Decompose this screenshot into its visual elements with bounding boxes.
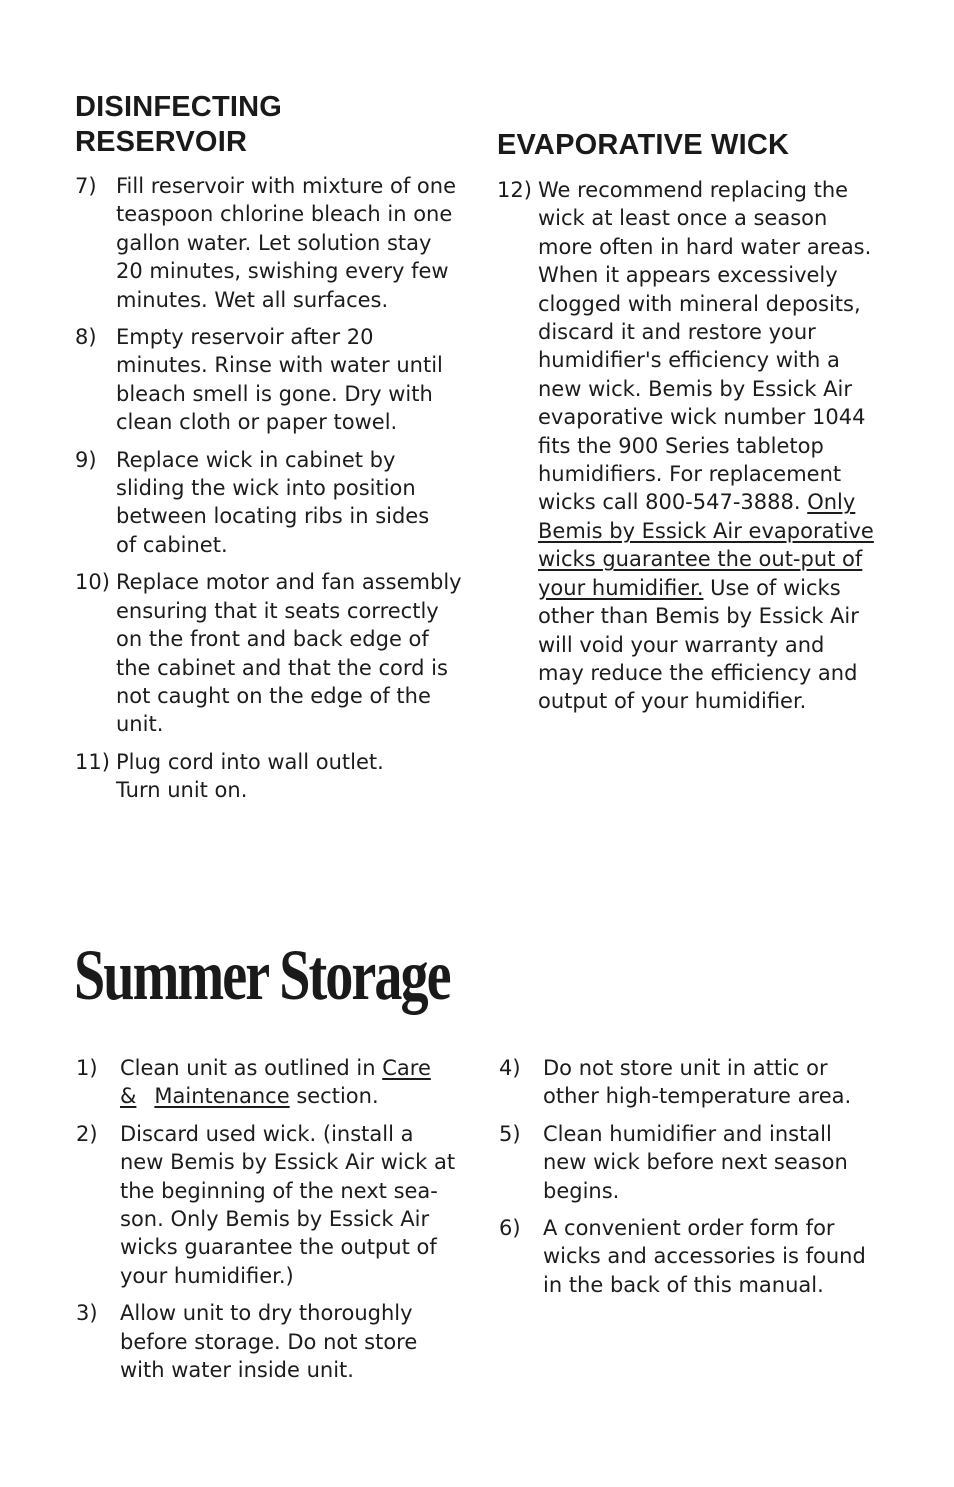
wick-line: more often in hard water areas. <box>538 234 872 259</box>
wick-line: evaporative wick number 1044 <box>538 405 866 430</box>
step-line: unit. <box>116 712 164 737</box>
wick-underlined-text: wicks guarantee the out-put of <box>538 547 863 572</box>
step-line: bleach smell is gone. Dry with <box>116 381 433 406</box>
step-text <box>75 568 475 738</box>
step-line: A convenient order form for <box>543 1216 835 1241</box>
summer-step-1-tail: section. <box>289 1084 379 1109</box>
wick-line: discard it and restore your <box>538 320 816 345</box>
wick-line: humidifiers. For replacement <box>538 462 842 487</box>
wick-heading: EVAPORATIVE WICK <box>497 129 790 161</box>
step-line: Allow unit to dry thoroughly <box>120 1301 413 1326</box>
list-item <box>75 172 475 314</box>
wick-line: When it appears excessively <box>538 263 838 288</box>
wick-line: may reduce the efficiency and <box>538 660 858 685</box>
step-text <box>75 323 475 437</box>
list-item <box>75 568 475 738</box>
step-number: 6) <box>499 1216 521 1241</box>
wick-line: other than Bemis by Essick Air <box>538 604 859 629</box>
wick-line: clogged with mineral deposits, <box>538 291 861 316</box>
list-item <box>76 1120 476 1290</box>
step-line: in the back of this manual. <box>543 1272 824 1297</box>
list-item <box>499 1214 899 1299</box>
list-item <box>75 446 475 560</box>
summer-steps-left <box>76 1054 476 1384</box>
step-text <box>76 1299 476 1384</box>
step-line: with water inside unit. <box>120 1358 354 1383</box>
wick-underlined-text: your humidifier. <box>538 575 704 600</box>
step-line: Replace motor and fan assembly <box>116 570 462 595</box>
step-number: 4) <box>499 1056 521 1080</box>
step-line: Plug cord into wall outlet. <box>116 749 384 774</box>
summer-left-column <box>76 1054 476 1393</box>
step-number: 2) <box>76 1121 98 1146</box>
step-line: the beginning of the next sea- <box>120 1178 438 1203</box>
step-line: wicks guarantee the output of <box>120 1235 437 1260</box>
step-text <box>499 1054 899 1111</box>
step-line: on the front and back edge of <box>116 627 429 652</box>
step-line: other high-temperature area. <box>543 1084 852 1109</box>
disinfecting-heading-line2: RESERVOIR <box>75 126 248 158</box>
step-number: 8) <box>75 325 97 350</box>
step-number: 7) <box>75 174 97 198</box>
step-number: 9) <box>75 447 97 472</box>
maintenance-link: Maintenance <box>154 1084 290 1109</box>
step-line: Discard used wick. (install a <box>120 1121 414 1146</box>
step-line: son. Only Bemis by Essick Air <box>120 1207 430 1232</box>
wick-line: fits the 900 Series tabletop <box>538 433 824 458</box>
step-text <box>499 1120 899 1205</box>
wick-line: output of your humidifier. <box>538 689 807 714</box>
step-line: Fill reservoir with mixture of one <box>116 174 456 198</box>
wick-underlined-text: Bemis by Essick Air evaporative <box>538 518 874 543</box>
page-title: Summer Storage <box>74 935 450 1015</box>
step-line: new Bemis by Essick Air wick at <box>120 1150 456 1175</box>
wick-underlined-text: Only <box>807 490 856 515</box>
list-item <box>499 1120 899 1205</box>
step-text <box>75 446 475 560</box>
step-number: 11) <box>75 749 110 774</box>
step-line: between locating ribs in sides <box>116 504 430 529</box>
step-line: Replace wick in cabinet by <box>116 447 396 472</box>
summer-right-column <box>499 1054 899 1308</box>
step-line: 20 minutes, swishing every few <box>116 259 449 284</box>
step-number: 12) <box>497 178 532 202</box>
step-number: 1) <box>76 1056 98 1080</box>
step-text <box>499 1214 899 1299</box>
step-text <box>75 172 475 314</box>
step-number: 3) <box>76 1301 98 1326</box>
disinfecting-steps <box>75 172 475 805</box>
wick-line: We recommend replacing the <box>538 178 849 202</box>
step-line: clean cloth or paper towel. <box>116 410 398 435</box>
step-text <box>76 1120 476 1290</box>
care-link: Care <box>382 1056 431 1080</box>
step-line: wicks and accessories is found <box>543 1244 866 1269</box>
care-link-ampersand: & <box>120 1084 137 1109</box>
list-item <box>76 1054 476 1111</box>
wick-line: new wick. Bemis by Essick Air <box>538 376 853 401</box>
step-line: the cabinet and that the cord is <box>116 655 448 680</box>
wick-paragraph <box>497 176 897 716</box>
summer-steps-right <box>499 1054 899 1299</box>
step-line: your humidifier.) <box>120 1263 294 1288</box>
step-line: not caught on the edge of the <box>116 683 431 708</box>
step-line: gallon water. Let solution stay <box>116 230 432 255</box>
step-text <box>75 748 475 805</box>
step-line: new wick before next season <box>543 1150 848 1175</box>
disinfecting-section <box>75 90 475 814</box>
list-item <box>497 176 897 716</box>
step-line: teaspoon chlorine bleach in one <box>116 202 453 227</box>
disinfecting-heading-line1: DISINFECTING <box>75 91 283 123</box>
step-line: Clean humidifier and install <box>543 1121 832 1146</box>
step-line: Do not store unit in attic or <box>543 1056 828 1080</box>
wick-line-12: wicks call 800-547-3888. <box>538 490 808 515</box>
step-line: begins. <box>543 1178 620 1203</box>
list-item <box>499 1054 899 1111</box>
step-line: Turn unit on. <box>116 778 248 803</box>
step-line: of cabinet. <box>116 532 228 557</box>
step-line: minutes. Rinse with water until <box>116 353 443 378</box>
step-line: before storage. Do not store <box>120 1329 418 1354</box>
wick-line: will void your warranty and <box>538 632 825 657</box>
wick-line-15: Use of wicks <box>703 575 841 600</box>
list-item <box>75 748 475 805</box>
list-item <box>75 323 475 437</box>
step-line: Empty reservoir after 20 <box>116 325 374 350</box>
list-item <box>76 1299 476 1384</box>
disinfecting-heading <box>75 90 475 160</box>
step-line: minutes. Wet all surfaces. <box>116 287 389 312</box>
wick-section <box>497 128 897 716</box>
step-line: sliding the wick into position <box>116 476 416 501</box>
step-number: 5) <box>499 1121 521 1146</box>
wick-line: humidifier's efficiency with a <box>538 348 840 373</box>
wick-line: wick at least once a season <box>538 206 828 231</box>
step-line: ensuring that it seats correctly <box>116 598 439 623</box>
step-number: 10) <box>75 570 110 595</box>
summer-step-1-text: Clean unit as outlined in <box>120 1056 383 1080</box>
